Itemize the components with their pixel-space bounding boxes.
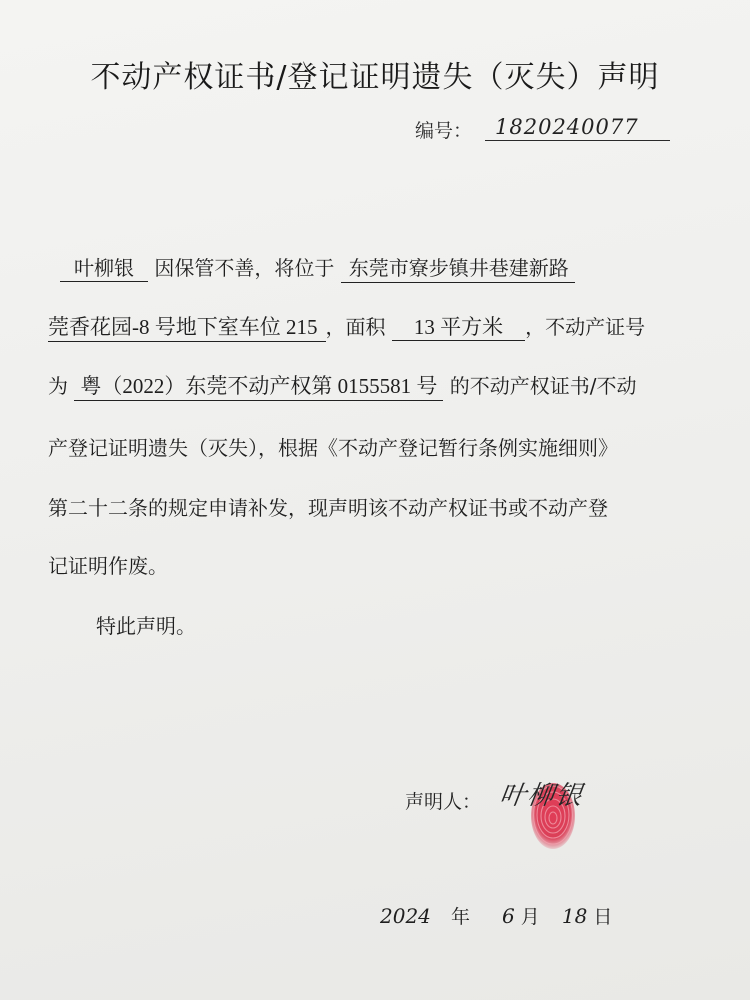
body-line-6: 记证明作废。 <box>48 554 168 578</box>
body-line-4: 产登记证明遗失（灭失），根据《不动产登记暂行条例实施细则》 <box>48 436 618 460</box>
date-month: 6 <box>502 904 515 928</box>
date-day-char: 日 <box>593 906 613 928</box>
body-line-1 <box>60 252 710 283</box>
owner-name: 叶柳银 <box>60 255 148 282</box>
line3-suffix: 的不动产权证书/不动 <box>449 374 637 398</box>
body-line-2 <box>48 311 698 342</box>
date-year: 2024 <box>380 904 431 928</box>
date-month-char: 月 <box>520 906 540 928</box>
certificate-label: ，不动产证号 <box>525 315 646 339</box>
body-line-3 <box>48 370 698 401</box>
document-title: 不动产权证书/登记证明遗失（灭失）声明 <box>90 60 660 95</box>
body-text-loss-reason: 因保管不善，将位于 <box>154 256 335 280</box>
date-year-char: 年 <box>450 906 470 928</box>
serial-label: 编号： <box>415 120 473 142</box>
date-day: 18 <box>561 904 588 928</box>
address-line-1: 东莞市寮步镇井巷建新路 <box>341 255 575 283</box>
area-label: ，面积 <box>325 315 386 339</box>
area-value: 13 平方米 <box>392 314 525 341</box>
declarant-label: 声明人： <box>405 791 482 813</box>
body-line-5: 第二十二条的规定申请补发，现声明该不动产权证书或不动产登 <box>48 496 608 520</box>
serial-number: 1820240077 <box>485 114 670 141</box>
signing-date <box>380 902 612 929</box>
address-line-2: 莞香花园-8 号地下室车位 215 <box>48 314 326 342</box>
handwritten-signature: 叶柳银 <box>497 781 586 811</box>
certificate-number: 粤（2022）东莞不动产权第 0155581 号 <box>74 373 443 401</box>
line3-prefix: 为 <box>48 374 68 398</box>
closing-statement: 特此声明。 <box>96 614 196 638</box>
